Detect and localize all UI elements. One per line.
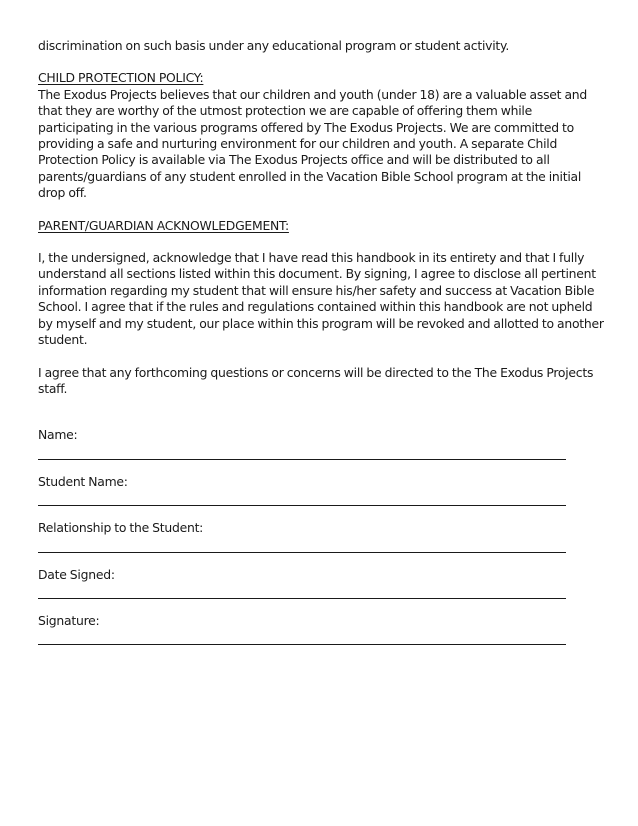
- date-signed-line[interactable]: [38, 583, 566, 599]
- date-signed-field: [38, 567, 604, 599]
- signature-fields: [38, 427, 604, 645]
- name-label: Name:: [38, 427, 78, 443]
- relationship-line[interactable]: [38, 537, 566, 553]
- questions-paragraph: I agree that any forthcoming questions or concerns will be directed to the The Exodus Projects staff.: [38, 364, 594, 396]
- signature-line[interactable]: [38, 629, 566, 645]
- student-name-label: Student Name:: [38, 473, 128, 489]
- relationship-field: [38, 520, 604, 552]
- relationship-label: Relationship to the Student:: [38, 520, 204, 536]
- student-name-field: [38, 474, 604, 506]
- spacer: [38, 234, 604, 250]
- acknowledgement-heading: PARENT/GUARDIAN ACKNOWLEDGEMENT:: [38, 217, 289, 233]
- acknowledgement-paragraph: I, the undersigned, acknowledge that I have read this handbook in its entirety and that I fully understand all sections listed within this document. By signing, I agree to disclose all pertinent information regarding my student that will ensure his/her safety and success at Vacation Bible School. I agree that if the rules and regulations contained within this handbook are not upheld by myself and my student, our place within this program will be revoked and allotted to another student.: [38, 250, 604, 348]
- signature-label: Signature:: [38, 612, 100, 628]
- name-field: [38, 427, 604, 459]
- spacer: [38, 54, 604, 70]
- signature-field: [38, 613, 604, 645]
- child-protection-body: The Exodus Projects believes that our children and youth (under 18) are a valuable asset and that they are worthy of the utmost protection we are capable of offering them while participating in the various programs offered by The Exodus Projects. We are committed to providing a safe and nurturing environment for our children and youth. A separate Child Protection Policy is available via The Exodus Projects office and will be distributed to all parents/guardians of any student enrolled in the Vacation Bible School program at the initial drop off.: [38, 86, 588, 201]
- spacer: [38, 202, 604, 218]
- spacer: [38, 349, 604, 365]
- date-signed-label: Date Signed:: [38, 566, 115, 582]
- child-protection-heading: CHILD PROTECTION POLICY:: [38, 70, 204, 86]
- name-line[interactable]: [38, 444, 566, 460]
- handbook-page: [38, 38, 604, 659]
- student-name-line[interactable]: [38, 490, 566, 506]
- intro-tail-text: discrimination on such basis under any educational program or student activity.: [38, 38, 510, 53]
